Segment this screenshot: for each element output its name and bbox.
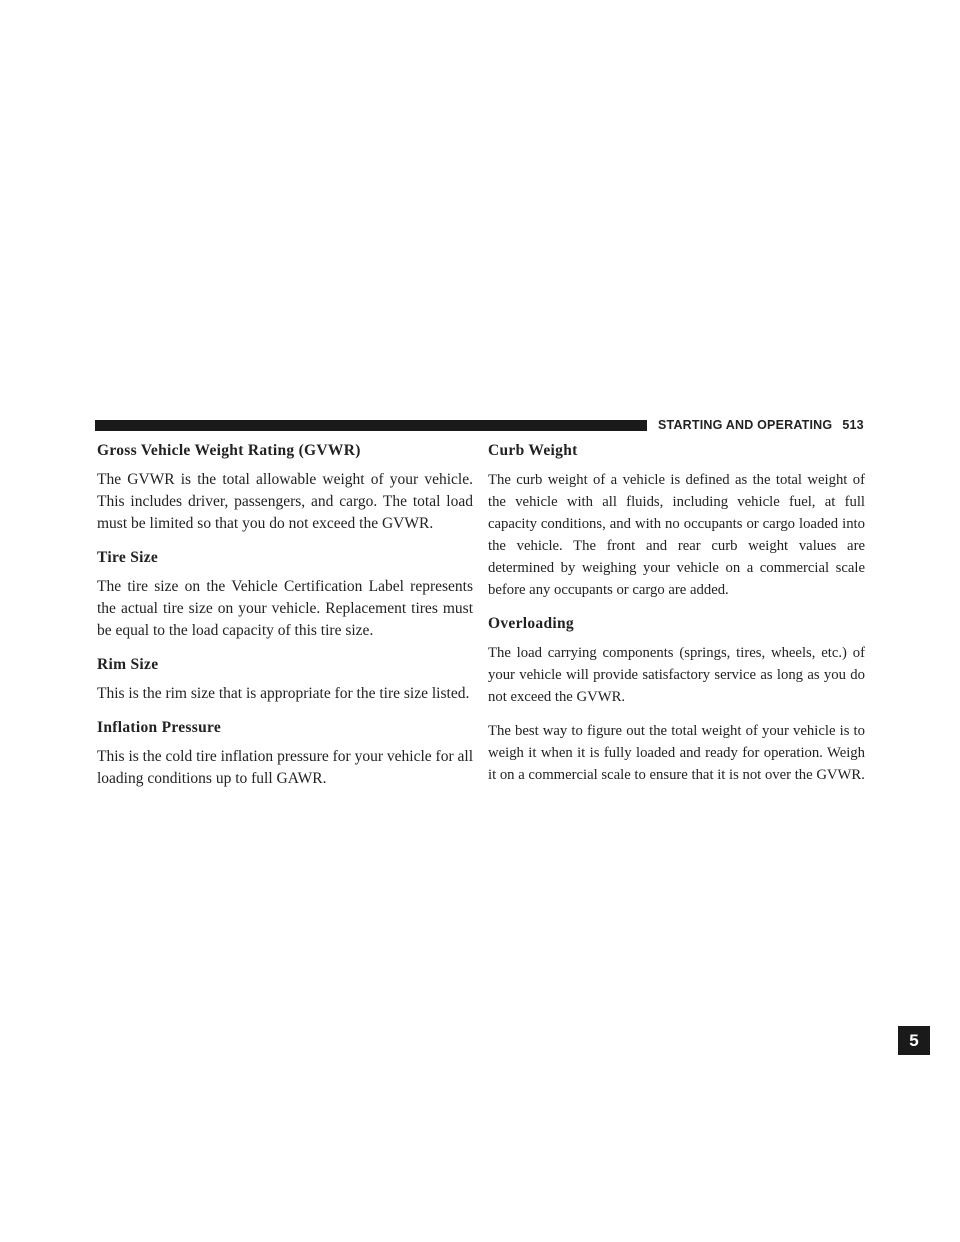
rim-size-heading: Rim Size	[97, 656, 159, 673]
overloading-paragraph: The load carrying components (springs, tires, wheels, etc.) of your vehicle will provide satisfactory service as long as you do not exceed the GVWR.	[488, 645, 865, 705]
total-weight-paragraph: The best way to figure out the total weight of your vehicle is to weigh it when it is fully loaded and ready for operation. Weigh it on a commercial scale to ensure that it is not over the GVWR.	[488, 723, 865, 783]
inflation-pressure-paragraph: This is the cold tire inflation pressure for your vehicle for all loading conditions up to full GAWR.	[97, 748, 473, 787]
left-column	[97, 440, 473, 802]
right-column	[488, 440, 865, 798]
inflation-pressure-heading: Inflation Pressure	[97, 719, 222, 736]
gvwr-paragraph: The GVWR is the total allowable weight of your vehicle. This includes driver, passengers, and cargo. The total load must be limited so that you do not exceed the GVWR.	[97, 471, 473, 532]
tire-size-heading: Tire Size	[97, 549, 159, 566]
header-rule	[95, 420, 647, 431]
section-title: STARTING AND OPERATING	[658, 418, 833, 432]
page-number: 513	[842, 418, 864, 432]
curb-weight-paragraph: The curb weight of a vehicle is defined as the total weight of the vehicle with all fluids, including vehicle fuel, at full capacity conditions, and with no occupants or cargo loaded into the vehicle. The front and rear curb weight values are determined by weighing your vehicle on a commercial scale before any occupants or cargo are added.	[488, 472, 865, 598]
curb-weight-heading: Curb Weight	[488, 442, 578, 459]
running-header	[658, 418, 864, 432]
tire-size-paragraph: The tire size on the Vehicle Certification Label represents the actual tire size on your vehicle. Replacement tires must be equal to the load capacity of this tire size.	[97, 578, 473, 639]
chapter-tab: 5	[898, 1026, 930, 1055]
overloading-heading: Overloading	[488, 615, 574, 632]
gvwr-heading: Gross Vehicle Weight Rating (GVWR)	[97, 442, 361, 459]
rim-size-paragraph: This is the rim size that is appropriate for the tire size listed.	[97, 685, 470, 702]
